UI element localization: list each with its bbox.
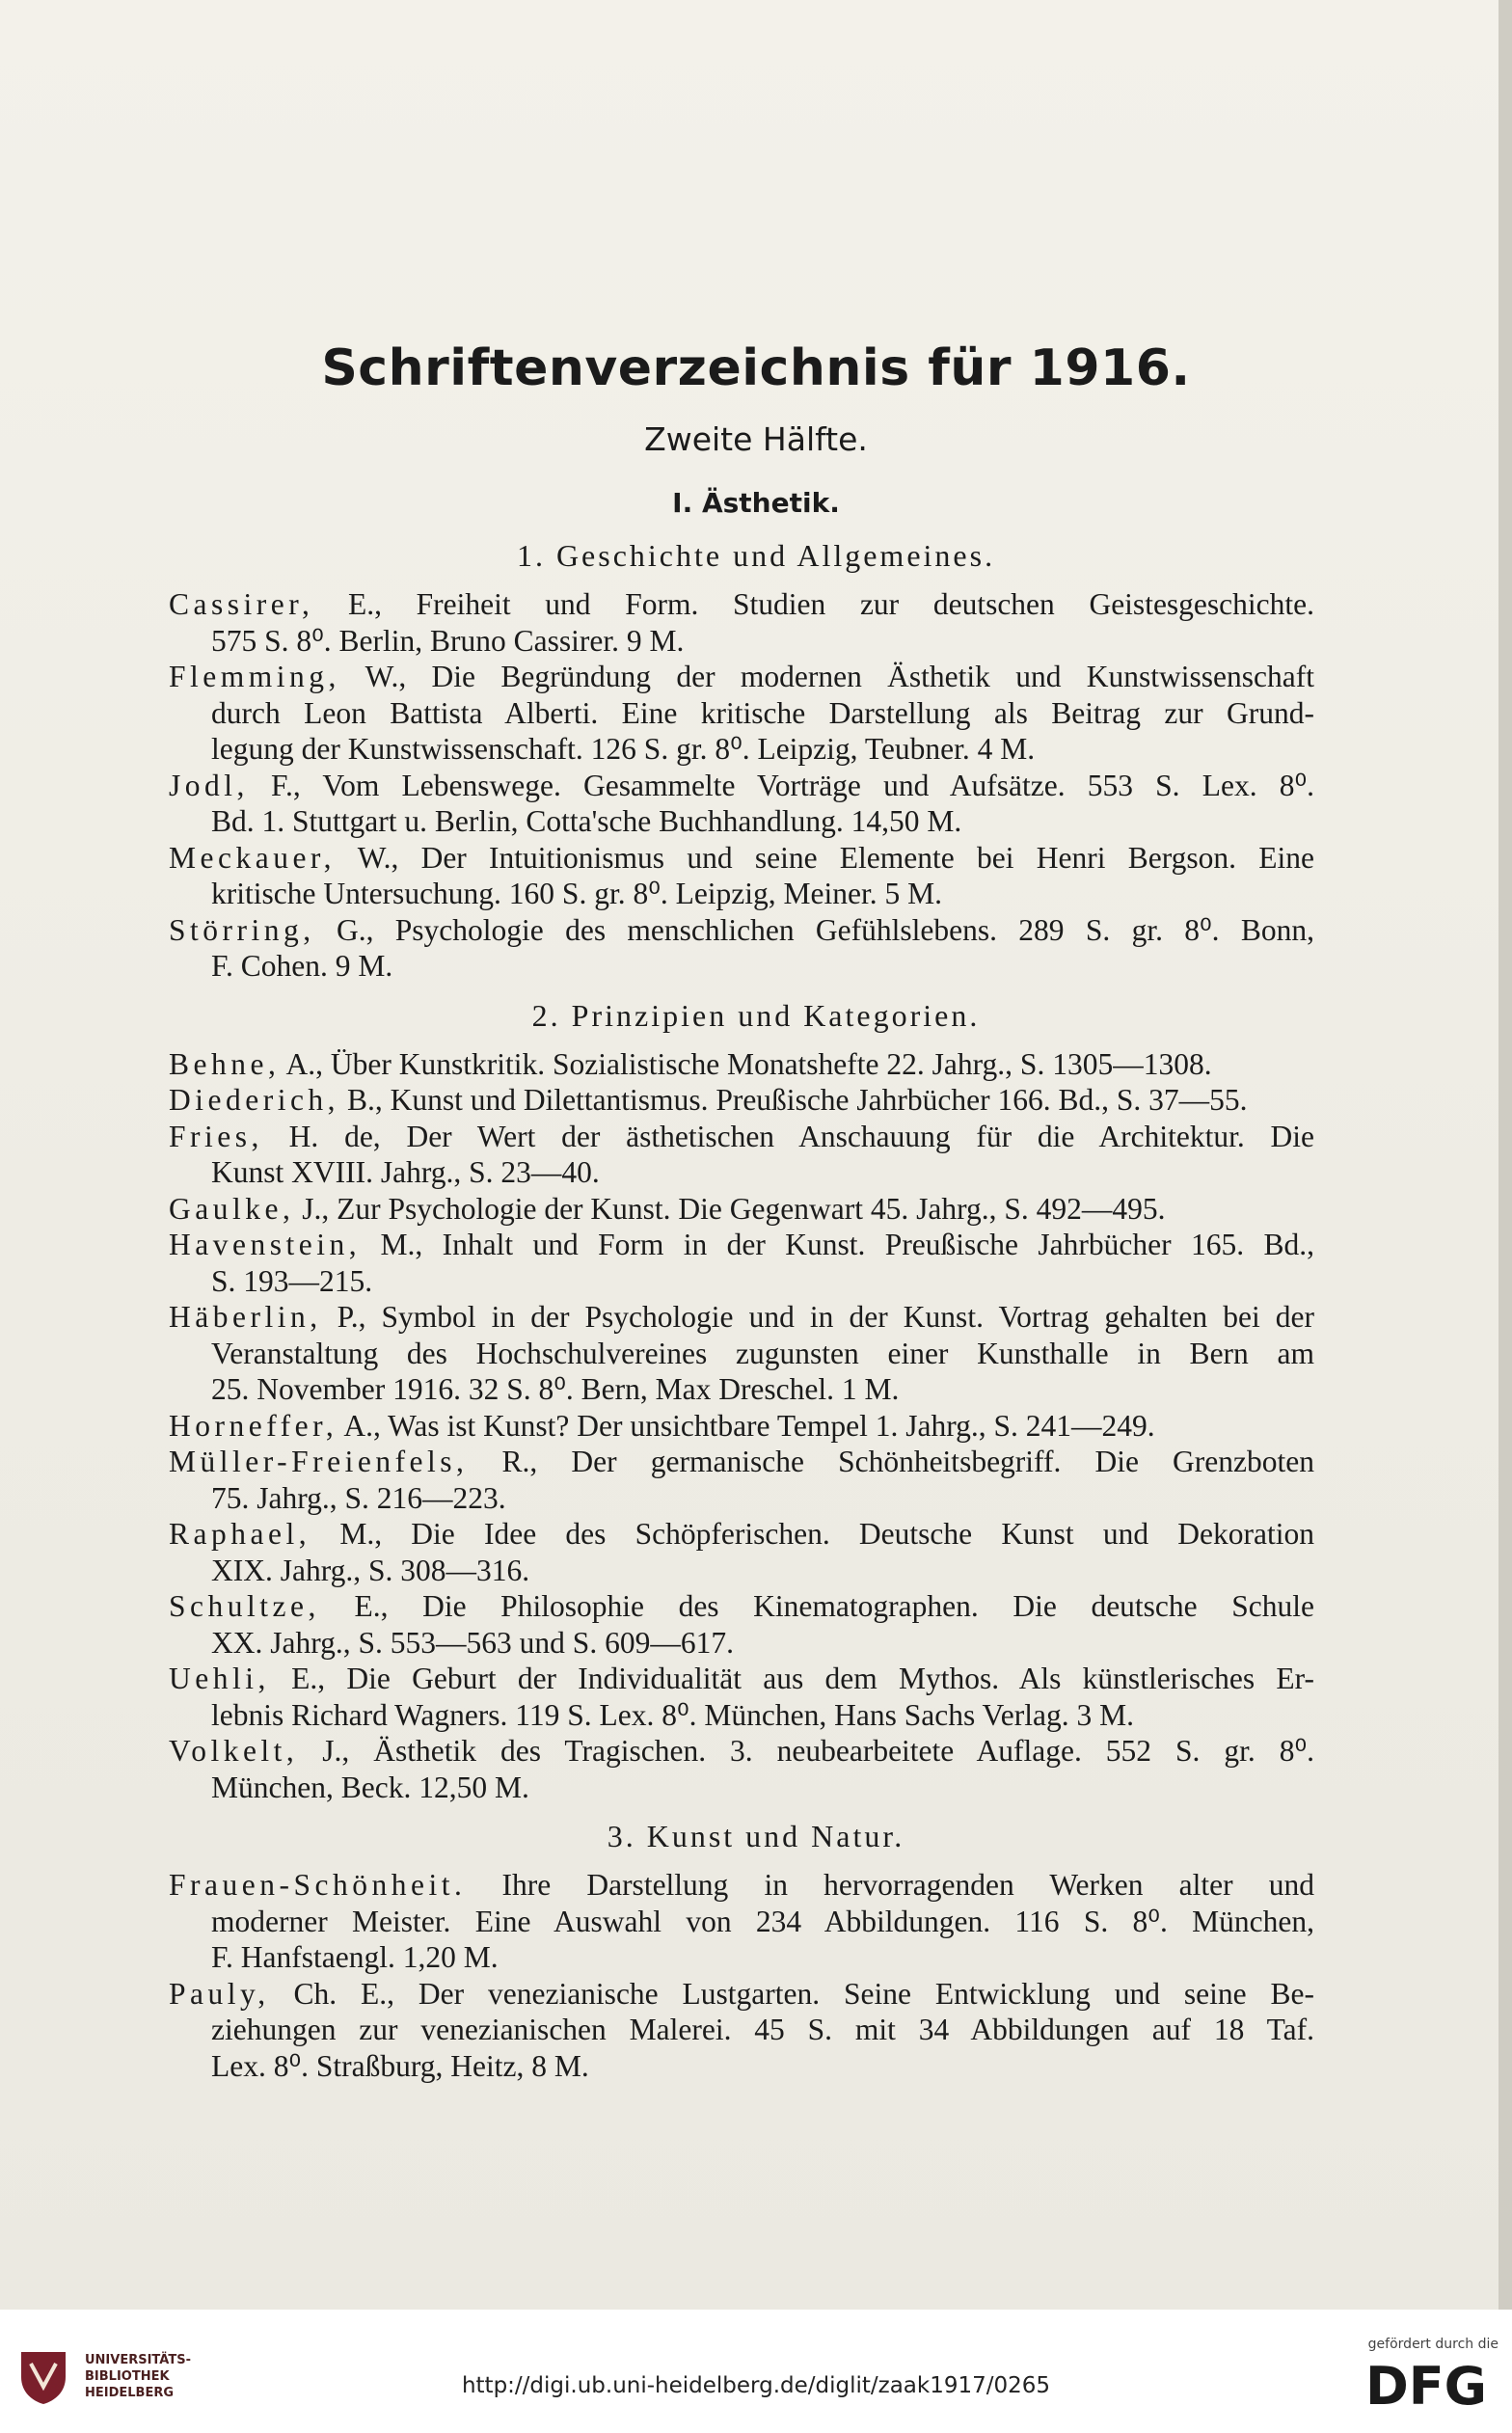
library-name-line: UNIVERSITÄTS- [85,2353,191,2367]
entry-line [169,1661,1314,1697]
entry-line: Bd. 1. Stuttgart u. Berlin, Cotta'sche Buchhandlung. 14,50 M. [211,804,962,838]
bibliography-entry [169,1867,1314,1976]
entry-line: F. Hanfstaengl. 1,20 M. [211,1940,499,1974]
entry-text: J., Zur Psychologie der Kunst. Die Gegenwart 45. Jahrg., S. 492—495. [294,1191,1166,1226]
bibliography-entry [169,1444,1314,1516]
entry-line [169,1976,1314,2013]
entry-author: Meckauer, [169,840,337,875]
entry-line: kritische Untersuchung. 160 S. gr. 8⁰. Leipzig, Meiner. 5 M. [211,877,943,910]
entry-text: H. de, Der Wert der ästhetischen Anschauung für die Architektur. Die [262,1119,1314,1153]
entry-author: Horneffer, [169,1408,338,1443]
entry-text: E., Die Philosophie des Kinematographen. Die deutsche Schule [319,1589,1314,1623]
entry-line: 575 S. 8⁰. Berlin, Bruno Cassirer. 9 M. [211,623,685,658]
entry-author: Behne, [169,1046,281,1081]
entry-line [169,1191,1314,1228]
entry-line [169,1299,1314,1336]
entry-author: Müller-Freienfels, [169,1445,469,1478]
entry-author: Diederich, [169,1083,340,1117]
entry-line: Kunst XVIII. Jahrg., S. 23—40. [211,1155,600,1189]
entry-line [169,1119,1314,1155]
section-heading: 1. Geschichte und Allgemeines. [516,538,996,573]
entry-author: Havenstein, [169,1228,362,1261]
entry-author: Jodl, [169,768,249,802]
entry-author: Flemming, [169,660,340,693]
entry-line: München, Beck. 12,50 M. [211,1770,529,1804]
entry-text: R., Der germanische Schönheitsbegriff. Die Grenzboten [468,1445,1314,1478]
bibliography-entry [169,1227,1314,1299]
entry-line [169,1867,1314,1904]
entry-text: G., Psychologie des menschlichen Gefühlslebens. 289 S. gr. 8⁰. Bonn, [314,912,1314,947]
entry-line: 25. November 1916. 32 S. 8⁰. Bern, Max Dreschel. 1 M. [211,1372,900,1406]
entry-text: B., Kunst und Dilettantismus. Preußische Jahrbücher 166. Bd., S. 37—55. [339,1083,1248,1117]
entry-text: M., Die Idee des Schöpferischen. Deutsche Kunst und Dekoration [310,1517,1314,1551]
entry-line [169,1082,1314,1119]
entry-line [169,1588,1314,1625]
entry-line: S. 193—215. [211,1263,373,1298]
bibliography-entry [169,1408,1314,1445]
bibliography-entry [169,586,1314,659]
entry-author: Schultze, [169,1589,320,1623]
entry-author: Fries, [169,1119,263,1153]
entry-text: Ch. E., Der venezianische Lustgarten. Seine Entwicklung und seine Be- [269,1976,1314,2011]
bibliography-entry [169,1588,1314,1661]
entry-line: Veranstaltung des Hochschulvereines zugunsten einer Kunsthalle in Bern am [211,1336,1314,1370]
entry-author: Störring, [169,912,315,947]
bibliography-entry [169,1516,1314,1588]
page-title: Schriftenverzeichnis für 1916. [321,339,1191,397]
entry-line [169,1408,1314,1445]
page-subtitle: Zweite Hälfte. [644,420,868,458]
entry-text: E., Freiheit und Form. Studien zur deutschen Geistesgeschichte. [313,587,1314,621]
entry-text: W., Der Intuitionismus und seine Elemente bei Henri Bergson. Eine [336,840,1314,875]
entry-line: Lex. 8⁰. Straßburg, Heitz, 8 M. [211,2048,589,2083]
entry-line [169,768,1314,804]
permalink[interactable]: http://digi.ub.uni-heidelberg.de/diglit/zaak1917/0265 [461,2373,1051,2398]
entry-text: J., Ästhetik des Tragischen. 3. neubearbeitete Auflage. 552 S. gr. 8⁰. [298,1734,1314,1768]
funder-note: gefördert durch die [1367,2337,1498,2352]
footer-bar [0,2310,1512,2433]
bibliography-entry [169,912,1314,985]
entry-text: A., Über Kunstkritik. Sozialistische Monatshefte 22. Jahrg., S. 1305—1308. [280,1046,1212,1081]
part-heading: I. Ästhetik. [672,487,840,519]
entry-line: ziehungen zur venezianischen Malerei. 45 S. mit 34 Abbildungen auf 18 Taf. [211,2013,1314,2046]
library-name-line: HEIDELBERG [85,2386,175,2400]
entry-line [169,1444,1314,1480]
dfg-logo-icon [1354,2356,1498,2412]
entry-line: 75. Jahrg., S. 216—223. [211,1480,506,1515]
section-heading: 2. Prinzipien und Kategorien. [531,997,981,1033]
entry-author: Gaulke, [169,1191,295,1226]
bibliography-entry [169,1046,1314,1083]
bibliography-entry [169,840,1314,912]
bibliography-entry [169,1976,1314,2085]
entry-line [169,840,1314,877]
entry-line [169,1046,1314,1083]
entry-line [169,586,1314,623]
entry-author: Cassirer, [169,587,314,621]
entry-author: Frauen-Schönheit. [169,1868,467,1902]
entry-text: Ihre Darstellung in hervorragenden Werken alter und [466,1868,1314,1902]
entry-text: A., Was ist Kunst? Der unsichtbare Tempel 1. Jahrg., S. 241—249. [338,1408,1155,1443]
entry-line [169,912,1314,949]
entry-line: moderner Meister. Eine Auswahl von 234 Abbildungen. 116 S. 8⁰. München, [211,1904,1314,1938]
bibliography-entry [169,1082,1314,1119]
entry-line: durch Leon Battista Alberti. Eine kritische Darstellung als Beitrag zur Grund- [211,695,1314,730]
entry-text: P., Symbol in der Psychologie und in der Kunst. Vortrag gehalten bei der [321,1300,1314,1334]
entry-line: XIX. Jahrg., S. 308—316. [211,1553,530,1587]
bibliography-entry [169,1299,1314,1408]
entry-line: XX. Jahrg., S. 553—563 und S. 609—617. [211,1625,734,1660]
bibliography-entry [169,1191,1314,1228]
entry-line [169,1516,1314,1553]
entry-line: lebnis Richard Wagners. 119 S. Lex. 8⁰. München, Hans Sachs Verlag. 3 M. [211,1697,1134,1732]
entry-line [169,659,1314,695]
entry-text: W., Die Begründung der modernen Ästhetik und Kunstwissenschaft [339,660,1314,693]
entry-author: Pauly, [169,1976,270,2011]
entry-author: Häberlin, [169,1300,322,1334]
entry-text: M., Inhalt und Form in der Kunst. Preußische Jahrbücher 165. Bd., [361,1228,1314,1261]
bibliography-entry [169,659,1314,768]
entry-line [169,1227,1314,1263]
entry-author: Raphael, [169,1517,311,1551]
library-name-line: BIBLIOTHEK [85,2369,170,2384]
entry-line [169,1733,1314,1770]
bibliography-entry [169,1119,1314,1191]
dfg-logo-text: DFG [1364,2356,1488,2412]
bibliography-entry [169,768,1314,840]
entry-line: F. Cohen. 9 M. [211,949,393,983]
entry-author: Uehli, [169,1662,270,1695]
entry-text: F., Vom Lebenswege. Gesammelte Vorträge und Aufsätze. 553 S. Lex. 8⁰. [248,768,1314,802]
bibliography-entry [169,1733,1314,1805]
bibliography-entry [169,1661,1314,1733]
entry-author: Volkelt, [169,1734,299,1768]
entry-text: E., Die Geburt der Individualität aus dem Mythos. Als künstlerisches Er- [269,1662,1314,1695]
entry-line: legung der Kunstwissenschaft. 126 S. gr. 8⁰. Leipzig, Teubner. 4 M. [211,732,1036,766]
section-heading: 3. Kunst und Natur. [607,1819,905,1853]
